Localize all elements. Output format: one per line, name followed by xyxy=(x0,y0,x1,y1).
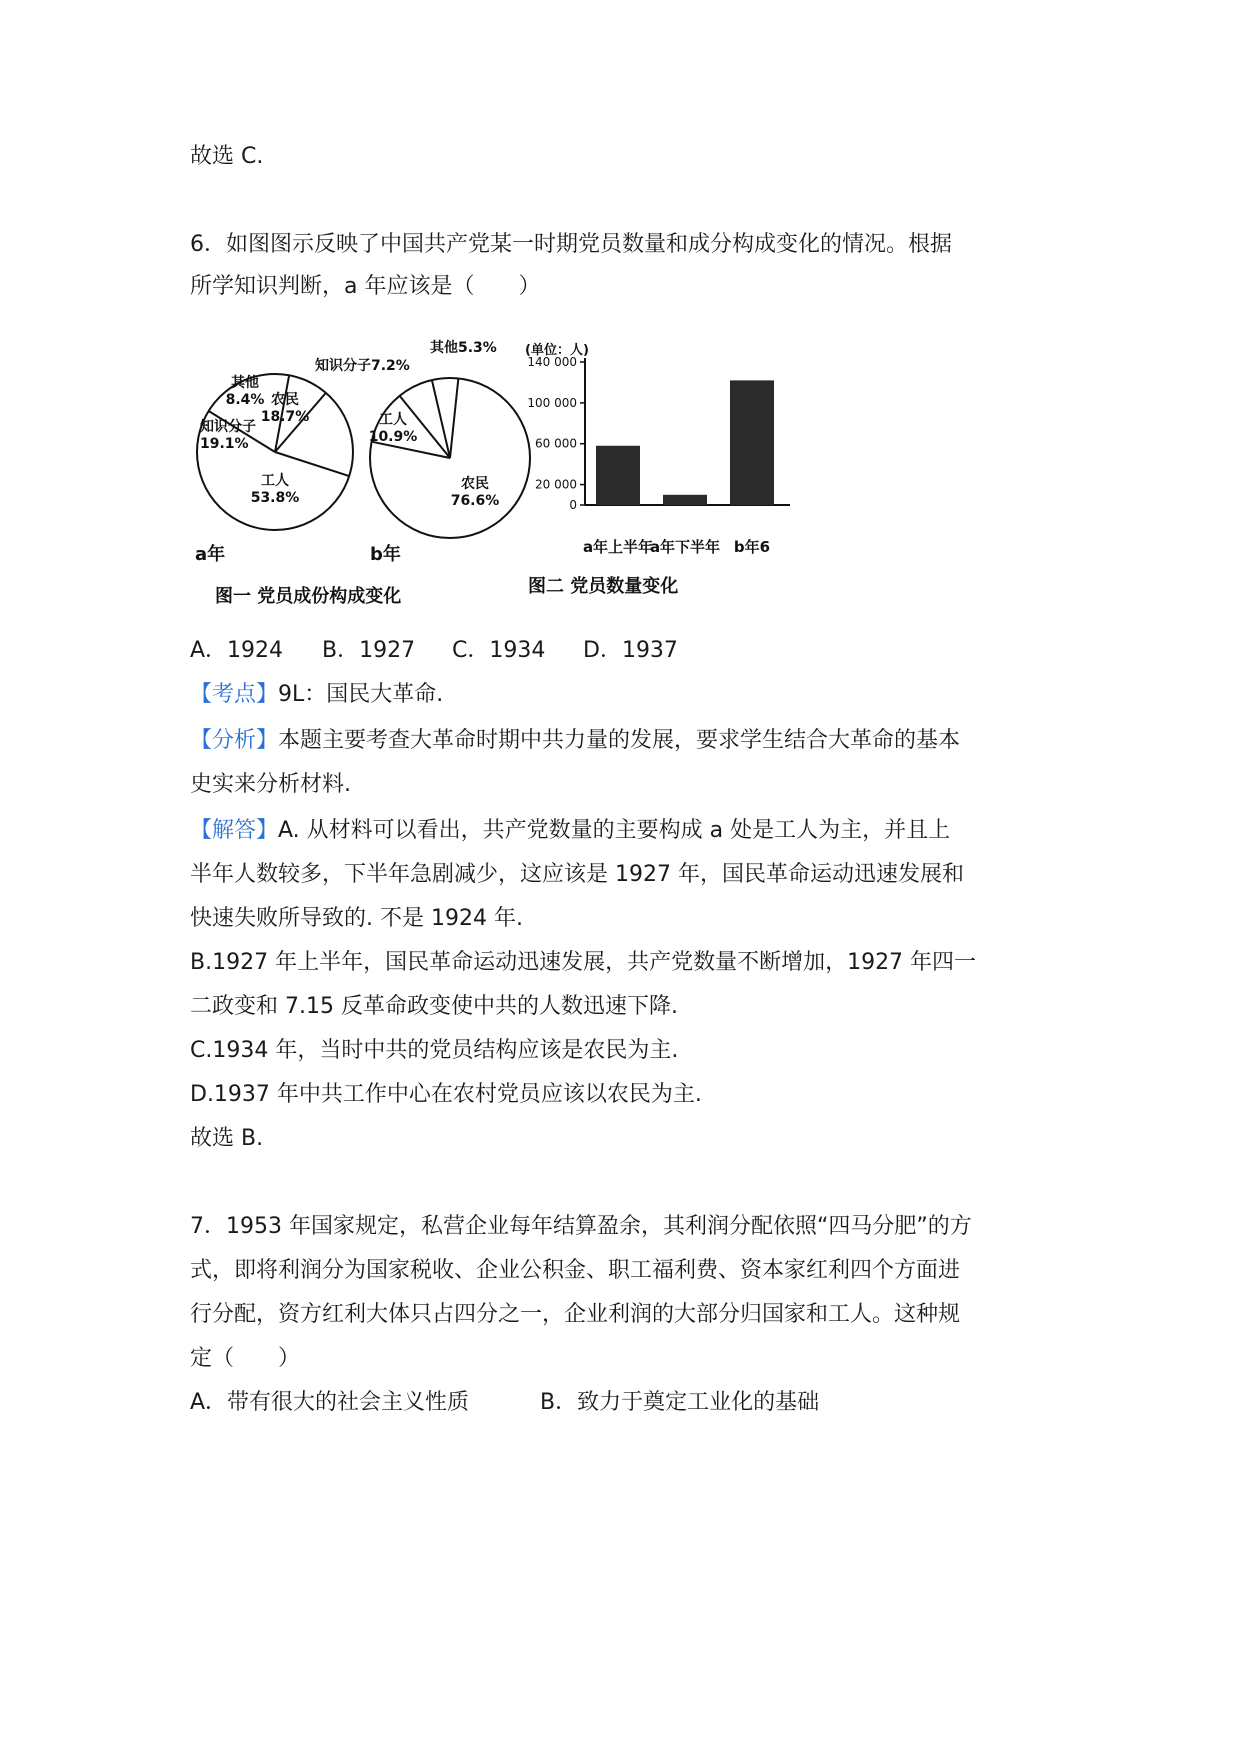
bar xyxy=(596,446,640,505)
question-6-text: 6．如图图示反映了中国共产党某一时期党员数量和成分构成变化的情况。根据 xyxy=(190,232,952,257)
fenxi-text: 本题主要考查大革命时期中共力量的发展，要求学生结合大革命的基本 xyxy=(278,728,961,753)
question-7-text: 7．1953 年国家规定，私营企业每年结算盈余，其利润分配依照“四马分肥”的方 xyxy=(190,1214,972,1239)
pie-slice-name: 知识分子 xyxy=(200,419,256,435)
fenxi-tag: 【分析】 xyxy=(190,728,279,753)
bar-chart xyxy=(525,342,790,556)
bar-unit-label: (单位：人) xyxy=(525,343,589,358)
y-tick-label: 140 000 xyxy=(527,355,577,369)
pie-slice-name: 知识分子7.2% xyxy=(315,358,410,374)
pie-slice-name: 农民 xyxy=(271,392,299,408)
question-6-figure xyxy=(190,340,910,700)
answer-line-b: 故选 B. xyxy=(190,1126,264,1151)
explain-b-line-cont: 二政变和 7.15 反革命政变使中共的人数迅速下降. xyxy=(190,994,678,1019)
pie-slice-value: 76.6% xyxy=(450,493,500,509)
explain-c-line: C.1934 年，当时中共的党员结构应该是农民为主. xyxy=(190,1038,679,1063)
bar xyxy=(730,380,774,505)
jieda-text-3: 快速失败所导致的. 不是 1924 年. xyxy=(190,906,523,931)
bar-category-label: b年6 xyxy=(733,538,771,556)
question-6-text-cont: 所学知识判断，a 年应该是（ ） xyxy=(190,274,541,299)
question-7-text-3: 行分配，资方红利大体只占四分之一，企业利润的大部分归国家和工人。这种规 xyxy=(190,1302,961,1327)
jieda-line xyxy=(190,816,950,846)
figure-1-caption: 图一 党员成份构成变化 xyxy=(215,586,402,607)
y-tick-label: 60 000 xyxy=(535,436,577,451)
y-tick-label: 100 000 xyxy=(527,395,577,410)
answer-line: 故选 C. xyxy=(190,144,264,169)
pie-slice-name: 其他 xyxy=(231,375,259,391)
pie-slice-value: 19.1% xyxy=(200,436,249,452)
option-c: C．1934 xyxy=(452,638,546,663)
pie-slice-name: 其他5.3% xyxy=(430,340,497,356)
question-7-text-2: 式，即将利润分为国家税收、企业公积金、职工福利费、资本家红利四个方面进 xyxy=(190,1258,961,1283)
bar-category-label: a年上半年 xyxy=(582,538,654,556)
explain-d-line: D.1937 年中共工作中心在农村党员应该以农民为主. xyxy=(190,1082,702,1107)
pie-slice-name: 工人 xyxy=(261,473,289,489)
y-tick-label: 20 000 xyxy=(535,477,577,492)
figure-2-caption: 图二 党员数量变化 xyxy=(528,576,679,597)
option-b: B．1927 xyxy=(322,638,416,663)
fenxi-text-cont: 史实来分析材料. xyxy=(190,772,351,797)
pie-slice-name: 工人 xyxy=(379,412,407,428)
question-7-text-4: 定（ ） xyxy=(190,1346,301,1371)
option-a: A．1924 xyxy=(190,638,284,663)
kaodian-line xyxy=(190,680,443,710)
kaodian-text: 9L：国民大革命. xyxy=(278,682,444,707)
pie-slice-value: 18.7% xyxy=(260,409,310,425)
bar-category-label: a年下半年 xyxy=(649,538,721,556)
pie-slice-value: 8.4% xyxy=(225,392,265,408)
pie-a-year-label: a年 xyxy=(195,544,226,565)
pie-b-year-label: b年 xyxy=(370,544,401,565)
figure-svg xyxy=(190,340,910,700)
pie-a xyxy=(197,374,353,530)
jieda-tag: 【解答】 xyxy=(190,818,279,843)
fenxi-line xyxy=(190,726,960,756)
pie-slice-value: 10.9% xyxy=(368,429,418,445)
jieda-text-2: 半年人数较多，下半年急剧减少，这应该是 1927 年，国民革命运动迅速发展和 xyxy=(190,862,964,887)
pie-slice-value: 53.8% xyxy=(250,490,300,506)
pie-slice-name: 农民 xyxy=(461,476,489,492)
option-d: D．1937 xyxy=(583,638,678,663)
bar xyxy=(663,495,707,505)
jieda-text: A. 从材料可以看出，共产党数量的主要构成 a 处是工人为主，并且上 xyxy=(278,818,951,843)
explain-b-line: B.1927 年上半年，国民革命运动迅速发展，共产党数量不断增加，1927 年四一 xyxy=(190,950,977,975)
q7-option-a: A．带有很大的社会主义性质 xyxy=(190,1390,470,1415)
y-tick-label: 0 xyxy=(569,498,577,512)
kaodian-tag: 【考点】 xyxy=(190,682,279,707)
q7-option-b: B．致力于奠定工业化的基础 xyxy=(540,1390,820,1415)
